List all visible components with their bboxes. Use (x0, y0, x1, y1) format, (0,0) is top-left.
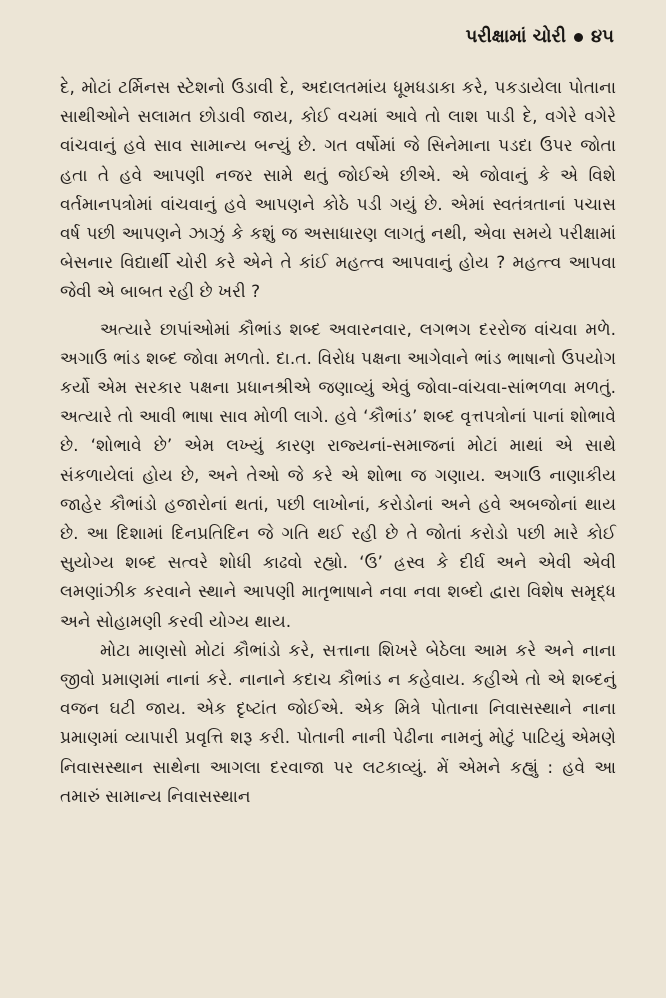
paragraph-3: મોટા માણસો મોટાં કૌભાંડો કરે, સત્તાના શિખરે બેઠેલા આમ કરે અને નાના જીવો પ્રમાણમાં નાનાં કરે. નાનાને કદાચ કૌભાંડ ન કહેવાય. કહીએ તો એ શબ્દનું વજન ઘટી જાય. એક દૃષ્ટાંત જોઈએ. એક મિત્રે પોતાના નિવાસસ્થાને નાના પ્રમાણમાં વ્યાપારી પ્રવૃત્તિ શરૂ કરી. પોતાની નાની પેઢીના નામનું મોટું પાટિયું એમણે નિવાસસ્થાન સાથેના આગલા દરવાજા પર લટકાવ્યું. મેં એમને કહ્યું : હવે આ તમારું સામાન્ય નિવાસસ્થાન (60, 640, 616, 807)
body-text (60, 74, 616, 812)
page-number: ૪૫ (591, 26, 614, 47)
running-header (466, 26, 614, 47)
paragraph-2: અત્યારે છાપાંઓમાં કૌભાંડ શબ્દ અવારનવાર, લગભગ દરરોજ વાંચવા મળે. અગાઉ ભાંડ શબ્દ જોવા મળતો. દા.ત. વિરોધ પક્ષના આગેવાને ભાંડ ભાષાનો ઉપયોગ કર્યો એમ સરકાર પક્ષના પ્રધાનશ્રીએ જણાવ્યું એવું જોવા-વાંચવા-સાંભળવા મળતું. અત્યારે તો આવી ભાષા સાવ મોળી લાગે. હવે ‘કૌભાંડ’ શબ્દ વૃત્તપત્રોનાં પાનાં શોભાવે છે. ‘શોભાવે છે’ એમ લખ્યું કારણ રાજ્યનાં-સમાજનાં મોટાં માથાં એ સાથે સંકળાયેલાં હોય છે, અને તેઓ જે કરે એ શોભા જ ગણાય. અગાઉ નાણાકીય જાહેર કૌભાંડો હજારોનાં થતાં, પછી લાખોનાં, કરોડોનાં અને હવે અબજોનાં થાય છે. આ દિશામાં દિનપ્રતિદિન જે ગતિ થઈ રહી છે તે જોતાં કરોડો પછી મારે કોઈ સુયોગ્ય શબ્દ સત્વરે શોધી કાઢવો રહ્યો. ‘ઉ’ હ્રસ્વ કે દીર્ઘ અને એવી એવી લમણાંઝીક કરવાને સ્થાને આપણી માતૃભાષાને નવા નવા શબ્દો દ્વારા વિશેષ સમૃદ્ધ અને સોહામણી કરવી યોગ્ય થાય. (60, 319, 616, 632)
paragraph-1: દે, મોટાં ટર્મિનસ સ્ટેશનો ઉડાવી દે, અદાલતમાંય ધૂમધડાકા કરે, પકડાયેલા પોતાના સાથીઓને સલામત છોડાવી જાય, કોઈ વચમાં આવે તો લાશ પાડી દે, વગેરે વગેરે વાંચવાનું હવે સાવ સામાન્ય બન્યું છે. ગત વર્ષોમાં જે સિનેમાના પડદા ઉપર જોતા હતા તે હવે આપણી નજર સામે થતું જોઈએ છીએ. એ જોવાનું કે એ વિશે વર્તમાનપત્રોમાં વાંચવાનું હવે આપણને કોઠે પડી ગયું છે. એમાં સ્વતંત્રતાનાં પચાસ વર્ષ પછી આપણને ઝાઝું કે કશું જ અસાધારણ લાગતું નથી, એવા સમયે પરીક્ષામાં બેસનાર વિદ્યાર્થી ચોરી કરે એને તે કાંઈ મહત્ત્વ આપવાનું હોય ? મહત્ત્વ આપવા જેવી એ બાબત રહી છે ખરી ? (60, 78, 616, 303)
bullet-separator (574, 33, 583, 42)
chapter-title: પરીક્ષામાં ચોરી (465, 26, 566, 47)
